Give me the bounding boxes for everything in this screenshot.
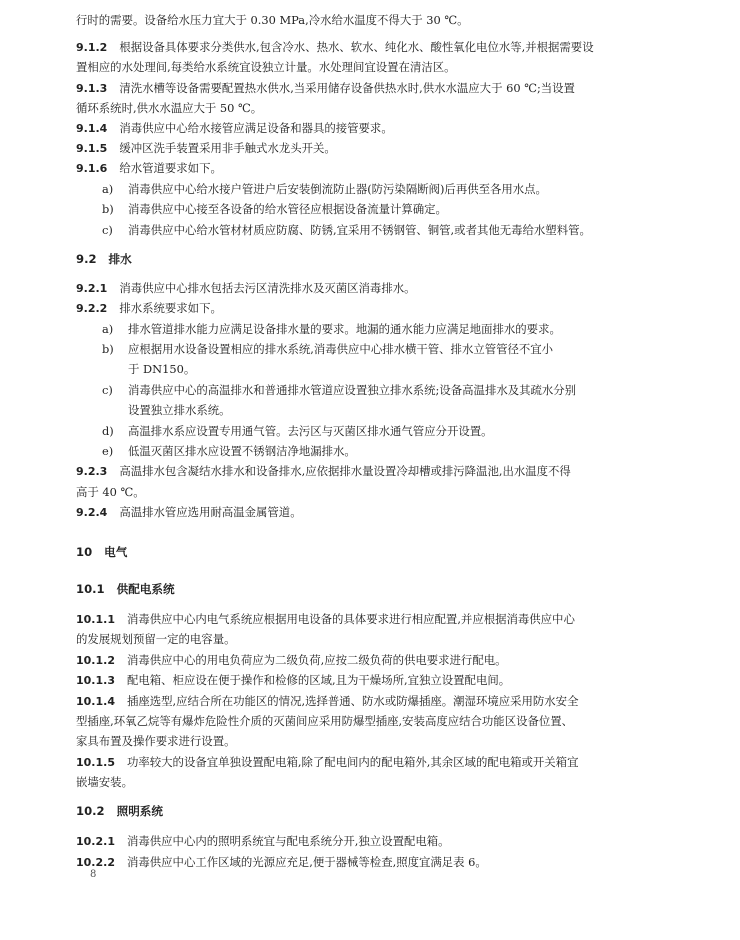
clause-line — [76, 81, 666, 96]
clause-text: 排水系统要求如下。 — [119, 301, 222, 315]
clause-number: 9.2.3 — [76, 465, 108, 478]
paragraph-line: 嵌墙安装。 — [76, 775, 133, 789]
paragraph-line: 型插座,环氧乙烷等有爆炸危险性介质的灭菌间应采用防爆型插座,安装高度应结合功能区设备位置、 — [76, 714, 574, 728]
clause-line — [76, 755, 666, 770]
clause-number: 9.1.3 — [76, 82, 108, 95]
list-marker: d) — [102, 424, 114, 438]
clause-text: 功率较大的设备宜单独设置配电箱,除了配电间内的配电箱外,其余区域的配电箱或开关箱宜 — [126, 755, 579, 769]
section-heading — [76, 804, 666, 818]
clause-line — [76, 301, 666, 316]
heading-title: 排水 — [108, 252, 132, 266]
list-item — [102, 182, 692, 196]
heading-number: 10.2 — [76, 804, 105, 818]
clause-line — [76, 612, 666, 627]
list-item-text: 应根据用水设备设置相应的排水系统,消毒供应中心排水横干管、排水立管管径不宜小 — [128, 342, 554, 356]
clause-line — [76, 855, 666, 870]
list-item-text: 消毒供应中心给水接户管进户后安装倒流防止器(防污染隔断阀)后再供至各用水点。 — [128, 182, 547, 196]
clause-text: 消毒供应中心内的照明系统宜与配电系统分开,独立设置配电箱。 — [126, 834, 450, 848]
paragraph-line: 循环系统时,供水水温应大于 50 ℃。 — [76, 101, 263, 115]
clause-text: 缓冲区洗手装置采用非手触式水龙头开关。 — [119, 141, 336, 155]
clause-line — [76, 694, 666, 709]
clause-text: 插座选型,应结合所在功能区的情况,选择普通、防水或防爆插座。潮湿环境应采用防水安全 — [126, 694, 579, 708]
heading-title: 照明系统 — [116, 804, 163, 818]
clause-text: 消毒供应中心排水包括去污区清洗排水及灭菌区消毒排水。 — [119, 281, 416, 295]
heading-number: 10.1 — [76, 582, 105, 596]
clause-text: 消毒供应中心的用电负荷应为二级负荷,应按二级负荷的供电要求进行配电。 — [126, 653, 507, 667]
paragraph-line: 行时的需要。设备给水压力宜大于 0.30 MPa,冷水给水温度不得大于 30 ℃。 — [76, 13, 469, 27]
heading-title: 供配电系统 — [116, 582, 175, 596]
clause-text: 消毒供应中心工作区域的光源应充足,便于器械等检查,照度宜满足表 6。 — [126, 855, 487, 869]
list-item-text: 消毒供应中心的高温排水和普通排水管道应设置独立排水系统;设备高温排水及其疏水分别 — [128, 383, 577, 397]
section-heading — [76, 545, 666, 559]
clause-number: 10.1.5 — [76, 756, 115, 769]
list-item — [102, 342, 692, 356]
list-item — [102, 223, 692, 237]
list-item — [102, 424, 692, 438]
list-item-text: 低温灭菌区排水应设置不锈钢洁净地漏排水。 — [128, 444, 356, 458]
clause-text: 给水管道要求如下。 — [119, 161, 222, 175]
clause-line — [76, 834, 666, 849]
list-marker: c) — [102, 383, 113, 397]
paragraph-line: 高于 40 ℃。 — [76, 485, 145, 499]
paragraph-line: 置相应的水处理间,每类给水系统宜设独立计量。水处理间宜设置在清洁区。 — [76, 60, 456, 74]
clause-text: 消毒供应中心内电气系统应根据用电设备的具体要求进行相应配置,并应根据消毒供应中心 — [126, 612, 575, 626]
clause-number: 10.1.4 — [76, 695, 115, 708]
clause-text: 高温排水管应选用耐高温金属管道。 — [119, 505, 302, 519]
clause-text: 高温排水包含凝结水排水和设备排水,应依据排水量设置冷却槽或排污降温池,出水温度不得 — [119, 464, 571, 478]
list-item-text: 排水管道排水能力应满足设备排水量的要求。地漏的通水能力应满足地面排水的要求。 — [128, 322, 561, 336]
list-item-text: 消毒供应中心接至各设备的给水管径应根据设备流量计算确定。 — [128, 202, 447, 216]
page-number: 8 — [90, 869, 97, 880]
clause-number: 9.1.2 — [76, 41, 108, 54]
paragraph-line: 的发展规划预留一定的电容量。 — [76, 632, 236, 646]
list-item — [102, 202, 692, 216]
clause-number: 10.1.3 — [76, 674, 115, 687]
clause-line — [76, 281, 666, 296]
clause-number: 9.2.2 — [76, 302, 108, 315]
clause-text: 消毒供应中心给水接管应满足设备和器具的接管要求。 — [119, 121, 393, 135]
clause-number: 10.1.2 — [76, 654, 115, 667]
paragraph-line: 家具布置及操作要求进行设置。 — [76, 734, 236, 748]
heading-title: 电气 — [104, 545, 128, 559]
list-item — [102, 322, 692, 336]
list-marker: a) — [102, 182, 114, 196]
clause-line — [76, 161, 666, 176]
list-marker: b) — [102, 202, 114, 216]
section-heading — [76, 582, 666, 596]
clause-number: 10.1.1 — [76, 613, 115, 626]
list-item-continuation: 设置独立排水系统。 — [128, 403, 231, 417]
list-marker: c) — [102, 223, 113, 237]
section-heading — [76, 252, 666, 266]
heading-number: 9.2 — [76, 252, 97, 266]
list-marker: e) — [102, 444, 114, 458]
clause-line — [76, 673, 666, 688]
list-item-text: 消毒供应中心给水管材材质应防腐、防锈,宜采用不锈钢管、铜管,或者其他无毒给水塑料管。 — [128, 223, 591, 237]
clause-line — [76, 141, 666, 156]
list-item-continuation: 于 DN150。 — [128, 362, 196, 376]
clause-text: 配电箱、柜应设在便于操作和检修的区域,且为干燥场所,宜独立设置配电间。 — [126, 673, 511, 687]
list-item-text: 高温排水系应设置专用通气管。去污区与灭菌区排水通气管应分开设置。 — [128, 424, 493, 438]
clause-line — [76, 505, 666, 520]
list-marker: a) — [102, 322, 114, 336]
clause-number: 10.2.1 — [76, 835, 115, 848]
clause-number: 9.2.1 — [76, 282, 108, 295]
list-item — [102, 444, 692, 458]
heading-number: 10 — [76, 545, 93, 559]
clause-number: 9.1.6 — [76, 162, 108, 175]
clause-line — [76, 121, 666, 136]
clause-text: 清洗水槽等设备需要配置热水供水,当采用储存设备供热水时,供水水温应大于 60 ℃;当设置 — [119, 81, 575, 95]
list-item — [102, 383, 692, 397]
list-marker: b) — [102, 342, 114, 356]
clause-number: 10.2.2 — [76, 856, 115, 869]
clause-line — [76, 464, 666, 479]
clause-text: 根据设备具体要求分类供水,包含冷水、热水、软水、纯化水、酸性氧化电位水等,并根据需要设 — [119, 40, 594, 54]
clause-line — [76, 653, 666, 668]
clause-number: 9.1.5 — [76, 142, 108, 155]
clause-number: 9.1.4 — [76, 122, 108, 135]
clause-number: 9.2.4 — [76, 506, 108, 519]
clause-line — [76, 40, 666, 55]
